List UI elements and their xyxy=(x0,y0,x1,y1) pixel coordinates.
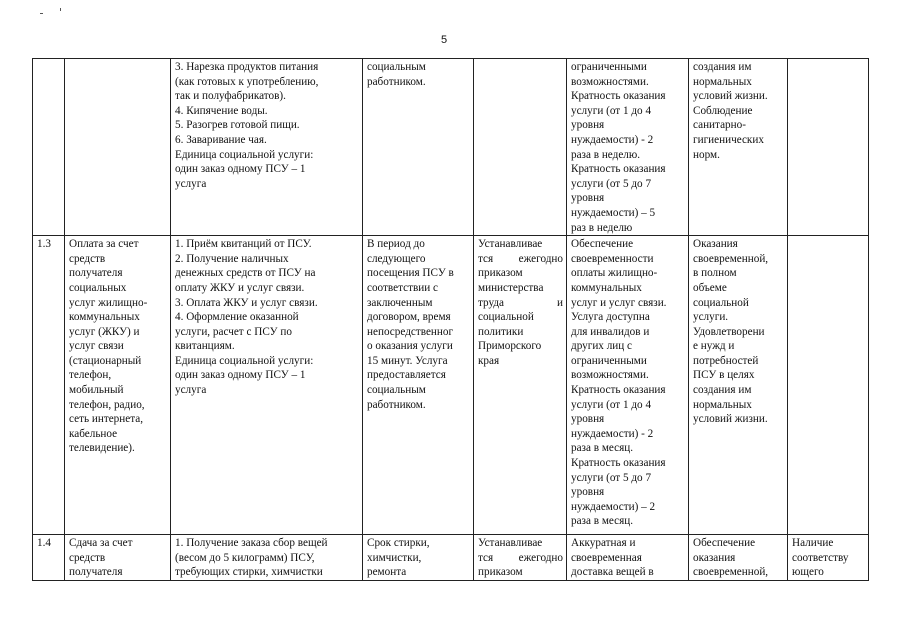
text-line: о оказания услуги xyxy=(367,340,453,353)
text-line: Услуга доступна xyxy=(571,311,650,324)
text-line: Сдача за счет xyxy=(69,537,133,550)
text-line: 4. Оформление оказанной xyxy=(175,311,299,324)
text-line: (стационарный xyxy=(69,354,142,367)
cell-provision-conditions xyxy=(689,236,788,535)
text-line: социальных xyxy=(69,281,127,294)
text-line: Соблюдение xyxy=(693,104,753,117)
text-line: В период до xyxy=(367,238,425,251)
cell-service-name xyxy=(65,236,171,535)
text-line: приказом xyxy=(478,267,523,280)
text-line: нормальных xyxy=(693,398,752,411)
text-line: ПСУ в целях xyxy=(693,369,755,382)
cell-service-content xyxy=(171,236,363,535)
cell-num: 1.4 xyxy=(33,535,65,581)
text-line: услуг (ЖКУ) и xyxy=(69,325,140,338)
text-line: Единица социальной услуги: xyxy=(175,148,314,161)
text-line: нуждаемости) – 2 xyxy=(571,500,656,513)
text-line: сеть интернета, xyxy=(69,413,144,426)
text-line: Удовлетворени xyxy=(693,325,765,338)
text-line: Обеспечение xyxy=(571,238,634,251)
text-line: доставка вещей в xyxy=(571,566,654,579)
text-line: Устанавливае xyxy=(478,537,543,550)
text-line: уровня xyxy=(571,192,605,205)
text-line: Оказания xyxy=(693,238,738,251)
text-line: оплаты жилищно- xyxy=(571,267,658,280)
cell-result xyxy=(788,535,869,581)
text-line: тся ежегодно xyxy=(478,252,563,265)
text-line: приказом xyxy=(478,566,523,579)
text-line: соответствии с xyxy=(367,281,438,294)
text-line: Обеспечение xyxy=(693,537,756,550)
text-line: услуга xyxy=(175,177,207,190)
cell-service-cost xyxy=(474,236,567,535)
text-line: услуга xyxy=(175,384,207,397)
text-line: возможностями. xyxy=(571,369,649,382)
text-line: кабельное xyxy=(69,427,118,440)
text-line: один заказ одному ПСУ – 1 xyxy=(175,163,306,176)
text-line: других лиц с xyxy=(571,340,633,353)
text-line: условий жизни. xyxy=(693,90,768,103)
text-line: в полном xyxy=(693,267,737,280)
text-line: 3. Оплата ЖКУ и услуг связи. xyxy=(175,296,318,309)
text-line: министерства xyxy=(478,281,544,294)
text-line: своевременности xyxy=(571,252,654,265)
table-row xyxy=(33,236,869,535)
text-line: денежных средств от ПСУ на xyxy=(175,267,316,280)
page-number: 5 xyxy=(440,34,448,46)
text-line: услуги (от 1 до 4 xyxy=(571,398,652,411)
text-line: средств xyxy=(69,252,106,265)
text-line: раза в месяц. xyxy=(571,442,634,455)
services-table xyxy=(32,58,869,581)
text-line: договором, время xyxy=(367,311,451,324)
text-line: услуги (от 5 до 7 xyxy=(571,471,652,484)
cell-provision-conditions xyxy=(689,59,788,236)
text-line: создания им xyxy=(693,384,752,397)
text-line: Кратность оказания xyxy=(571,384,666,397)
text-line: следующего xyxy=(367,252,426,265)
text-line: уровня xyxy=(571,119,605,132)
cell-num: 1.3 xyxy=(33,236,65,535)
text-line: ограниченными xyxy=(571,61,647,73)
text-line: тся ежегодно xyxy=(478,551,563,564)
text-line: уровня xyxy=(571,413,605,426)
text-line: объеме xyxy=(693,281,727,294)
text-line: нуждаемости) - 2 xyxy=(571,133,654,146)
text-line: условий жизни. xyxy=(693,413,768,426)
text-line: своевременная xyxy=(571,551,642,564)
text-line: своевременной, xyxy=(693,566,769,579)
text-line: услуг связи xyxy=(69,340,124,353)
cell-quality-indicators xyxy=(567,535,689,581)
text-line: 1. Получение заказа сбор вещей xyxy=(175,537,328,550)
text-line: раз в неделю xyxy=(571,221,633,234)
text-line: получателя xyxy=(69,566,123,579)
text-line: Единица социальной услуги: xyxy=(175,354,314,367)
text-line: 4. Кипячение воды. xyxy=(175,104,268,117)
table-row xyxy=(33,535,869,581)
text-line: услуг жилищно- xyxy=(69,296,148,309)
text-line: мобильный xyxy=(69,384,124,397)
text-line: посещения ПСУ в xyxy=(367,267,454,280)
text-line: коммунальных xyxy=(69,311,140,324)
cell-service-term xyxy=(363,59,474,236)
text-line: политики xyxy=(478,325,524,338)
text-line: заключенным xyxy=(367,296,433,309)
text-line: норм. xyxy=(693,148,720,161)
text-line: социальной xyxy=(478,311,534,324)
text-line: Кратность оказания xyxy=(571,90,666,103)
text-line: соответству xyxy=(792,551,849,564)
cell-service-cost xyxy=(474,59,567,236)
text-line: раза в месяц. xyxy=(571,515,634,528)
cell-quality-indicators xyxy=(567,59,689,236)
text-line: Кратность оказания xyxy=(571,457,666,470)
text-line: оплату ЖКУ и услуг связи. xyxy=(175,281,305,294)
text-line: телефон, xyxy=(69,369,112,382)
text-line: оказания xyxy=(693,551,736,564)
text-line: услуги (от 5 до 7 xyxy=(571,177,652,190)
cell-result xyxy=(788,236,869,535)
text-line: для инвалидов и xyxy=(571,325,650,338)
text-line: услуги. xyxy=(693,311,729,324)
text-line: требующих стирки, химчистки xyxy=(175,566,323,579)
text-line: нуждаемости) – 5 xyxy=(571,206,656,219)
text-line: получателя xyxy=(69,267,123,280)
text-line: 5. Разогрев готовой пищи. xyxy=(175,119,300,132)
scan-speck xyxy=(40,13,43,14)
text-line: труда и xyxy=(478,296,563,309)
text-line: своевременной, xyxy=(693,252,769,265)
text-line: 15 минут. Услуга xyxy=(367,354,448,367)
text-line: (как готовых к употреблению, xyxy=(175,75,319,88)
cell-provision-conditions xyxy=(689,535,788,581)
text-line: санитарно- xyxy=(693,119,746,132)
text-line: Оплата за счет xyxy=(69,238,139,251)
text-line: е нужд и xyxy=(693,340,735,353)
cell-num xyxy=(33,59,65,236)
text-line: социальным xyxy=(367,61,426,73)
text-line: услуги, расчет с ПСУ по xyxy=(175,325,292,338)
cell-service-content xyxy=(171,59,363,236)
scan-speck xyxy=(60,8,61,11)
text-line: 3. Нарезка продуктов питания xyxy=(175,61,319,73)
cell-service-name xyxy=(65,535,171,581)
text-line: Устанавливае xyxy=(478,238,543,251)
text-line: нормальных xyxy=(693,75,752,88)
text-line: Аккуратная и xyxy=(571,537,636,550)
text-line: Приморского xyxy=(478,340,542,353)
cell-service-term xyxy=(363,535,474,581)
text-line: нуждаемости) - 2 xyxy=(571,427,654,440)
text-line: социальной xyxy=(693,296,749,309)
text-line: создания им xyxy=(693,61,752,73)
text-line: ограниченными xyxy=(571,354,647,367)
text-line: так и полуфабрикатов). xyxy=(175,90,286,103)
text-line: работником. xyxy=(367,75,426,88)
text-line: 6. Заваривание чая. xyxy=(175,133,267,146)
text-line: края xyxy=(478,354,500,367)
text-line: работником. xyxy=(367,398,426,411)
text-line: (весом до 5 килограмм) ПСУ, xyxy=(175,551,315,564)
cell-result xyxy=(788,59,869,236)
text-line: Срок стирки, xyxy=(367,537,430,550)
text-line: средств xyxy=(69,551,106,564)
text-line: ремонта xyxy=(367,566,407,579)
text-line: коммунальных xyxy=(571,281,642,294)
text-line: ющего xyxy=(792,566,824,579)
text-line: 2. Получение наличных xyxy=(175,252,289,265)
text-line: услуги (от 1 до 4 xyxy=(571,104,652,117)
text-line: телевидение). xyxy=(69,442,135,455)
text-line: раза в неделю. xyxy=(571,148,641,161)
text-line: непосредственног xyxy=(367,325,454,338)
text-line: услуг и услуг связи. xyxy=(571,296,667,309)
cell-quality-indicators xyxy=(567,236,689,535)
text-line: один заказ одному ПСУ – 1 xyxy=(175,369,306,382)
text-line: химчистки, xyxy=(367,551,422,564)
text-line: Кратность оказания xyxy=(571,163,666,176)
text-line: гигиенических xyxy=(693,133,764,146)
text-line: Наличие xyxy=(792,537,834,550)
text-line: телефон, радио, xyxy=(69,398,145,411)
cell-service-name xyxy=(65,59,171,236)
text-line: возможностями. xyxy=(571,75,649,88)
cell-service-term xyxy=(363,236,474,535)
cell-service-content xyxy=(171,535,363,581)
text-line: потребностей xyxy=(693,354,759,367)
text-line: предоставляется xyxy=(367,369,446,382)
text-line: уровня xyxy=(571,486,605,499)
text-line: квитанциям. xyxy=(175,340,235,353)
table-row xyxy=(33,59,869,236)
cell-service-cost xyxy=(474,535,567,581)
text-line: 1. Приём квитанций от ПСУ. xyxy=(175,238,312,251)
text-line: социальным xyxy=(367,384,426,397)
